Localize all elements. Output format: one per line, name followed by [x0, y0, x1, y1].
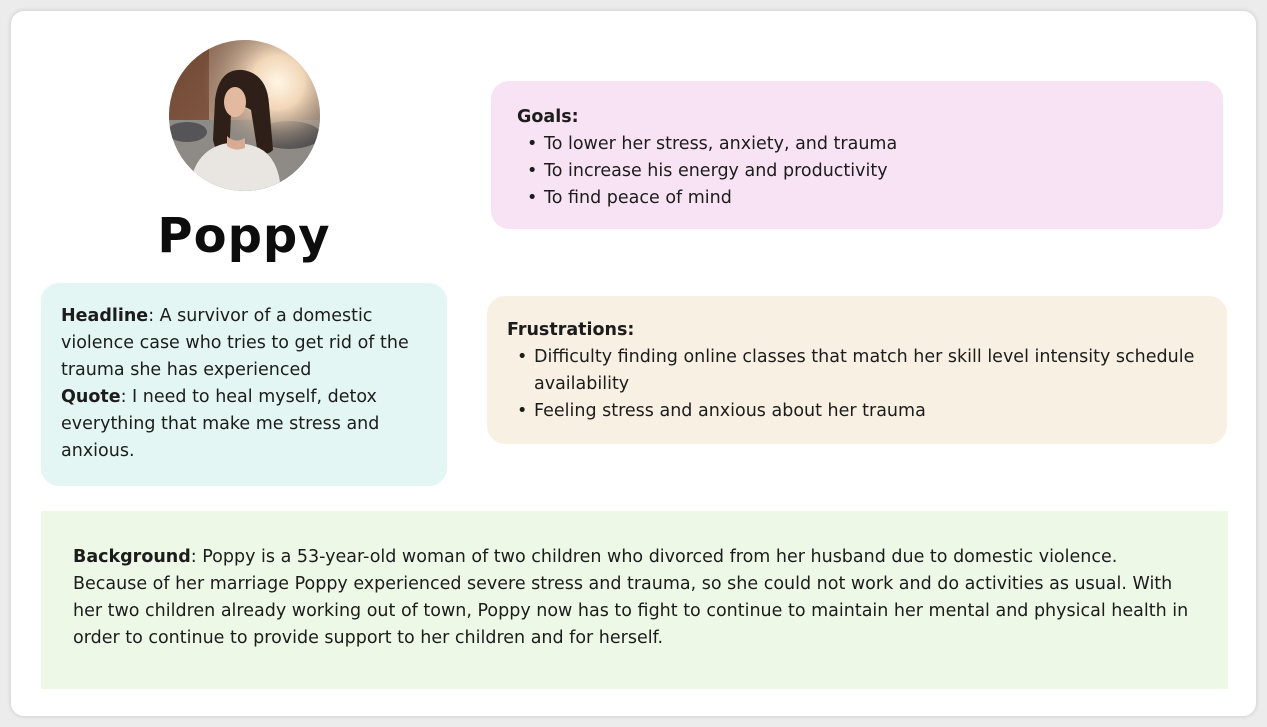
quote — [61, 384, 427, 465]
goal-item: • To increase his energy and productivity — [517, 158, 1197, 185]
goal-item: • To lower her stress, anxiety, and trauma — [517, 131, 1197, 158]
goals-list — [517, 131, 1197, 212]
quote-text: : I need to heal myself, detox everything that make me stress and anxious. — [61, 387, 380, 461]
avatar — [169, 40, 320, 191]
background-text: : Poppy is a 53-year-old woman of two children who divorced from her husband due to domestic violence. Because of her marriage Poppy experienced severe stress and trauma, so she could not work and do activities as usual. With her two children already working out of town, Poppy now has to fight to continue to maintain her mental and physical health in order to continue to provide support to her children and for herself. — [73, 547, 1189, 648]
headline — [61, 303, 427, 384]
persona-name: Poppy — [157, 208, 331, 264]
persona-photo — [169, 40, 320, 191]
goals-title: Goals: — [517, 107, 579, 127]
persona-card — [10, 10, 1257, 717]
frustration-item: • Feeling stress and anxious about her trauma — [507, 398, 1207, 425]
goal-item: • To find peace of mind — [517, 185, 1197, 212]
headline-label: Headline — [61, 306, 149, 326]
quote-label: Quote — [61, 387, 121, 407]
background-box — [41, 511, 1228, 689]
background-label: Background — [73, 547, 191, 567]
frustrations-list — [507, 344, 1207, 425]
headline-quote-box — [41, 283, 447, 486]
goals-box — [491, 81, 1223, 229]
frustrations-title: Frustrations: — [507, 320, 635, 340]
frustration-item: • Difficulty finding online classes that match her skill level intensity schedule availability — [507, 344, 1207, 398]
headline-text: : A survivor of a domestic violence case who tries to get rid of the trauma she has experienced — [61, 306, 409, 380]
frustrations-box — [487, 296, 1227, 444]
